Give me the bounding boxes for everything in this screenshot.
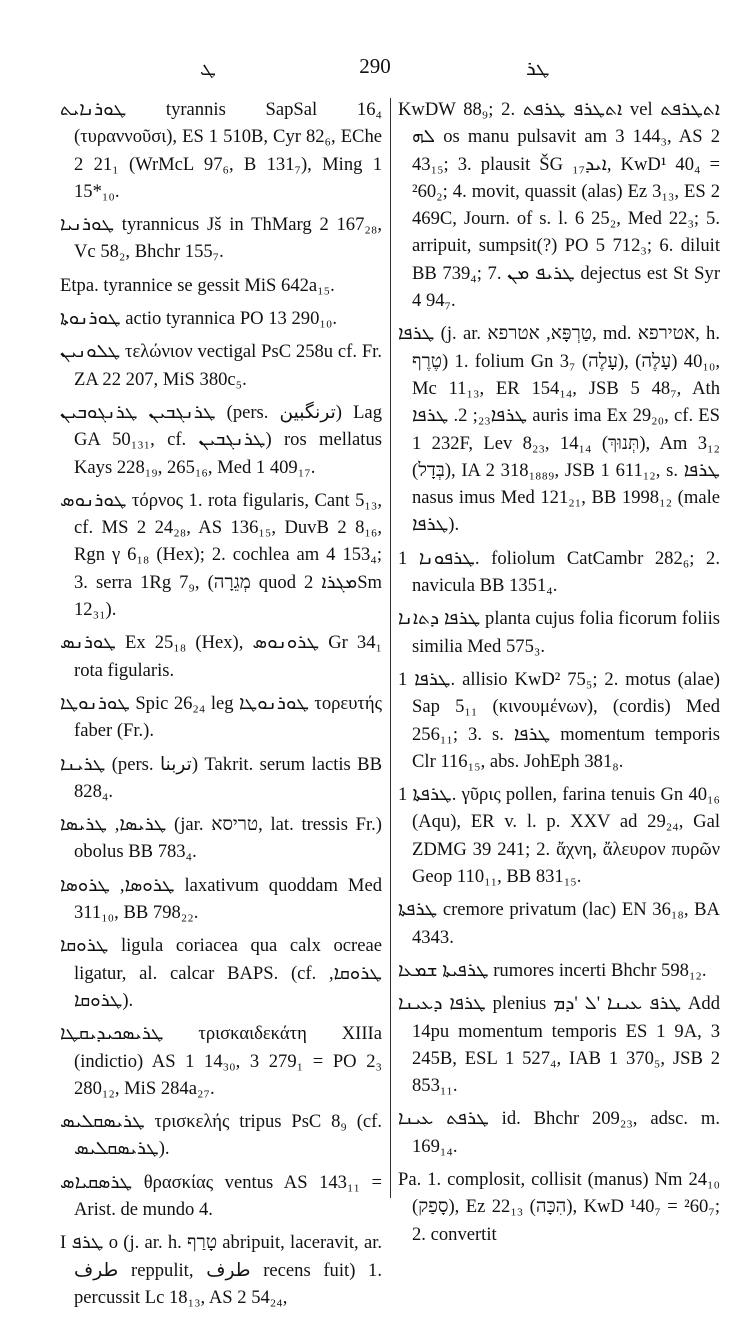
entry: I ܛܪܦ o (j. ar. h. טָרַף abripuit, laceravit, ar. طرف reppulit, طرف recens fuit) 1. percussit Lc 18₁₃, AS 2 54₂₄, [60, 1232, 383, 1308]
entry: ܛܘܪܢܐܝܬ tyrannis SapSal 16₄ (τυραννοῦσι), ES 1 510B, Cyr 82₆, EChe 2 21₁ (WrMcL 97₆, B 131₇), Ming 1 15*₁₀. [60, 99, 382, 202]
right-column [398, 96, 720, 1254]
entry: Pa. 1. complosit, collisit (manus) Nm 24₁₀ (סָפַק), Ez 22₁₃ (הִכָּה), KwD ¹40₇ = ²60₇; 2. convertit [398, 1168, 721, 1245]
entry: ܛܘܪܢܘܬܐ actio tyrannica PO 13 290₁₀. [60, 308, 337, 330]
entry: ܛܪܦܝܬܐ ܫܡܥܐ rumores incerti Bhchr 598₁₂. [398, 959, 707, 981]
entry: ܛܪܦܐ (j. ar. טַרְפָּא, אטרפא, md. אטירפא, h. טֶרֶף) 1. folium Gn 3₇ (עָלֶה), 40₁₀ (עָלֶה), Mc 11₁₃, ER 154₁₄, JSB 5 48₇, Ath ܛܪܦܐ₂₃; 2. ܛܪܦܐ auris ima Ex 29₂₀, cf. ES 1 232F, Lev 8₂₃, 14₁₄ (תְּנוּךְ), Am 3₁₂ (בְּדָל), IA 2 318₁₈₈₉, JSB 1 611₁₂, s. ܛܪܦܐ nasus imus Med 121₂₁, BB 1998₁₂ (male ܛܪܦܐ). [398, 323, 721, 536]
entry: ܛܪܝܢܐ (pers. تربنا) Takrit. serum lactis BB 828₄. [60, 753, 382, 802]
entry: ܛܠܘܢܝܢ τελώνιον vectigal PsC 258u cf. Fr. ZA 22 207, MiS 380c₅. [60, 341, 382, 390]
entry: ܛܪܘܣܐ, ܛܪܘܣܐ laxativum quoddam Med 311₁₀, BB 798₂₂. [60, 874, 382, 924]
entry: ܛܪܢܓܒܝܢ ܛܪܢܓܘܒܝܢ (pers. ترنگبین) Lag GA 50₁₃₁, cf. ܛܪܢܓܒܝܢ) ros mellatus Kays 228₁₉, 265₁₆, Med 1 409₁₇. [60, 401, 383, 478]
entry: ܛܪܦܐ ܕܬܐܢܐ planta cujus folia ficorum foliis similia Med 575₃. [398, 608, 720, 657]
page-number: 290 [359, 54, 391, 78]
entry: ܛܪܦܬ ܥܝܢܐ id. Bhchr 209₂₃, adsc. m. 169₁₄. [398, 1108, 720, 1157]
entry: ܛܪܦܘܢܐ 1. foliolum CatCambr 282₆; 2. navicula BB 1351₄. [398, 547, 720, 597]
column-divider [390, 98, 391, 1198]
entry: ܛܘܪܢܘܛܐ Spic 26₂₄ leg ܛܘܪܢܘܛܐ τορευτής faber (Fr.). [60, 692, 382, 742]
entry: ܛܪܝܣܩܠܝܣ τρισκελής tripus PsC 8₉ (cf. ܛܪܝܣܩܠܝܣ). [60, 1111, 382, 1160]
entry: ܛܪܦܐ 1. allisio KwD² 75₅; 2. motus (alae) Sap 5₁₁ (κινουμένων), (cordis) Med 256₁₁; 3. s. ܛܪܦܐ momentum temporis Clr 116₁₅, abs. JohEph 381₈. [398, 668, 720, 772]
entry: Etpa. tyrannice se gessit MiS 642a₁₅. [60, 274, 335, 296]
entry: ܛܘܪܢܣ Ex 25₁₈ (Hex), ܛܪܘܢܘܣ Gr 34₁ rota figularis. [60, 632, 382, 681]
header-right-mark: ܛܪ [526, 56, 550, 80]
entry: KwDW 88₉; 2. ܐܬܛܪܦ ܛܪܦܬ vel ܐܬܛܪܦܬ ܠܗ os manu pulsavit am 3 144₃, AS 2 43₁₅; 3. plausit ŠG ܐܝܕ₁₇, KwD¹ 40₄ = ²60₂; 4. movit, quassit (alas) Ez 3₁₃, ES 2 469C, Journ. of s. l. 6 25₂, Med 22₃; 5. arripuit, sumpsit(?) PO 5 712₃; 6. diluit BB 739₄; 7. ܛܪܝܦ ܡܢ dejectus est St Syr 4 94₇. [398, 99, 721, 312]
entry: ܛܪܝܣܟܝܕܝܩܛܐ τρισκαιδεκάτη XIIIa (indictio) AS 1 14₃₀, 3 279₁ = PO 2₃ 280₁₂, MiS 284a₂₇. [60, 1023, 382, 1099]
entry: ܛܪܦܬܐ cremore privatum (lac) EN 36₁₈, BA 4343. [398, 899, 720, 948]
header-left-mark: ܛ [200, 56, 216, 80]
entry: ܛܘܪܢܝܐ tyrannicus Jš in ThMarg 2 167₂₈, Vc 58₂, Bhchr 155₇. [60, 214, 382, 263]
entry: ܛܪܣܩܝܐܣ θρασκίας ventus AS 143₁₁ = Arist. de mundo 4. [60, 1171, 382, 1220]
entry: ܛܪܦܐ ܕܥܝܢܐ plenius ܛܪܦ ܥܝܢܐ 'ܠ 'ܕܡ Add 14pu momentum temporis ES 1 9A, 3 245B, ESL 1 527₄, IAB 1 370₅, JSB 2 853₁₁. [398, 993, 721, 1097]
page-header [0, 54, 750, 84]
entry: ܛܪܘܩܐ ligula coriacea qua calx ocreae ligatur, al. calcar BAPS. (cf. ܛܪܘܩܐ, ܛܪܘܩܐ). [60, 935, 382, 1011]
entry: ܛܪܦܬܐ 1. γῦρις pollen, farina tenuis Gn 40₁₆ (Aqu), ER v. l. p. XXV ad 29₂₄, Gal ZDMG 39 241; 2. ἄχνη, ἄλευρον πυρῶν Geop 110₁₁, BB 831₁₅. [398, 784, 720, 888]
entry: ܛܘܪܢܘܣ τόρνος 1. rota figularis, Cant 5₁₃, cf. MS 2 24₂₈, AS 136₁₅, DuvB 2 8₁₆, Rgn γ 6₁₈ (Hex); 2. cochlea am 4 153₄; 3. serra 1Rg 7₉, (מְגֵרָה quod ܡܓܪܐ 2Sm 12₃₁). [60, 489, 382, 621]
left-column [60, 96, 382, 1317]
entry: ܛܪܝܣܐ, ܛܪܝܣܐ (jar. טריסא, lat. tressis Fr.) obolus BB 783₄. [60, 814, 382, 863]
